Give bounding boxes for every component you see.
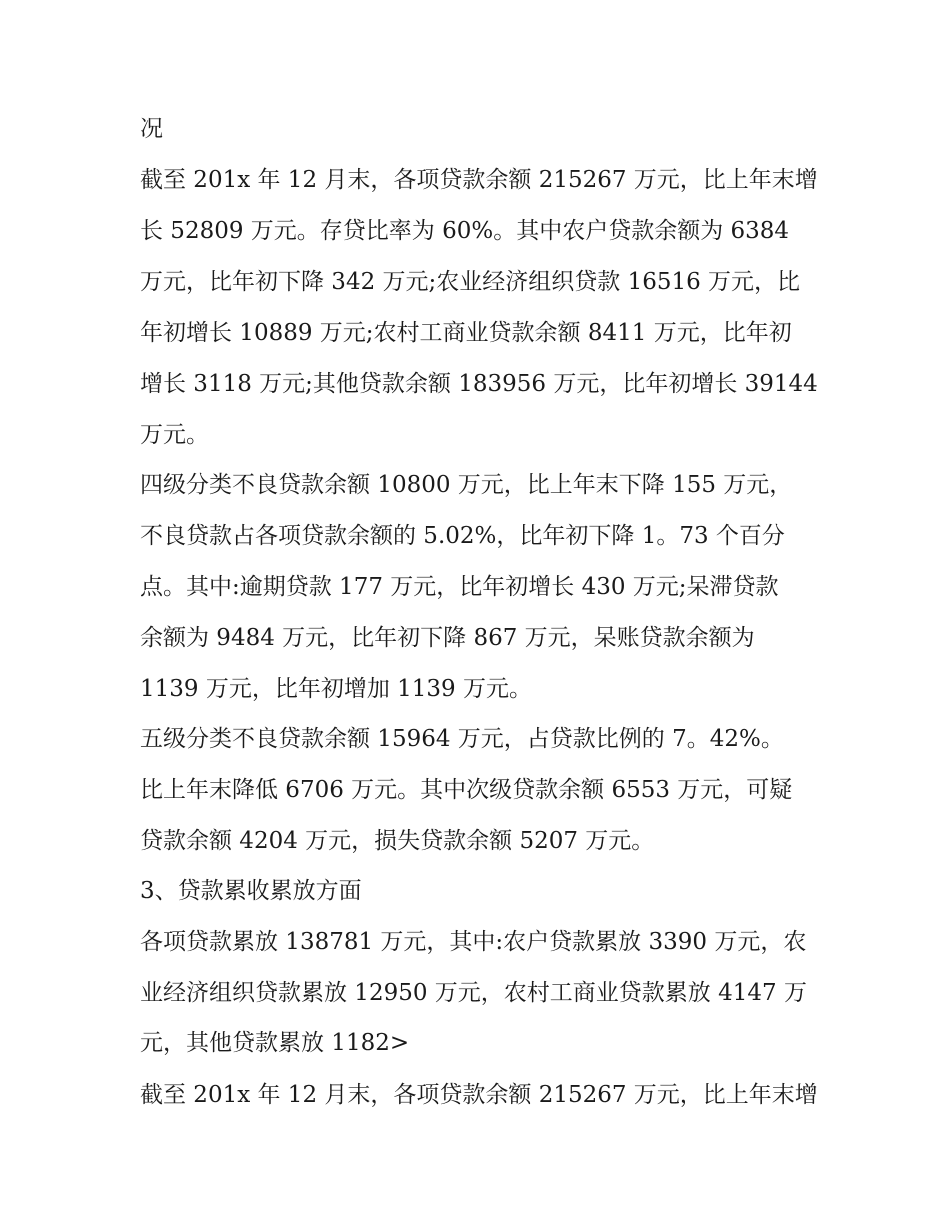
text-line: 四级分类不良贷款余额 10800 万元，比上年末下降 155 万元， xyxy=(140,472,793,498)
text-line: 况 xyxy=(140,116,163,142)
text-line: 1139 万元，比年初增加 1139 万元。 xyxy=(140,676,532,702)
text-line: 点。其中:逾期贷款 177 万元，比年初增长 430 万元;呆滞贷款 xyxy=(140,574,779,600)
text-line: 万元，比年初下降 342 万元;农业经济组织贷款 16516 万元，比 xyxy=(140,269,801,295)
text-line: 长 52809 万元。存贷比率为 60%。其中农户贷款余额为 6384 xyxy=(140,218,790,244)
section-heading: 3、贷款累收累放方面 xyxy=(140,878,362,904)
text-line: 贷款余额 4204 万元，损失贷款余额 5207 万元。 xyxy=(140,828,655,854)
text-line: 元，其他贷款累放 1182> xyxy=(140,1030,410,1056)
text-line: 增长 3118 万元;其他贷款余额 183956 万元，比年初增长 39144 xyxy=(140,371,818,397)
text-line: 业经济组织贷款累放 12950 万元，农村工商业贷款累放 4147 万 xyxy=(140,980,807,1006)
text-line: 五级分类不良贷款余额 15964 万元，占贷款比例的 7。42%。 xyxy=(140,726,784,752)
text-line: 各项贷款累放 138781 万元，其中:农户贷款累放 3390 万元，农 xyxy=(140,929,807,955)
text-line: 不良贷款占各项贷款余额的 5.02%，比年初下降 1。73 个百分 xyxy=(140,523,785,549)
text-line: 截至 201x 年 12 月末，各项贷款余额 215267 万元，比上年末增 xyxy=(140,1082,818,1108)
text-line: 年初增长 10889 万元;农村工商业贷款余额 8411 万元，比年初 xyxy=(140,320,792,346)
text-line: 比上年末降低 6706 万元。其中次级贷款余额 6553 万元，可疑 xyxy=(140,777,793,803)
text-line: 余额为 9484 万元，比年初下降 867 万元，呆账贷款余额为 xyxy=(140,625,755,651)
text-line: 截至 201x 年 12 月末，各项贷款余额 215267 万元，比上年末增 xyxy=(140,167,818,193)
text-line: 万元。 xyxy=(140,422,209,448)
